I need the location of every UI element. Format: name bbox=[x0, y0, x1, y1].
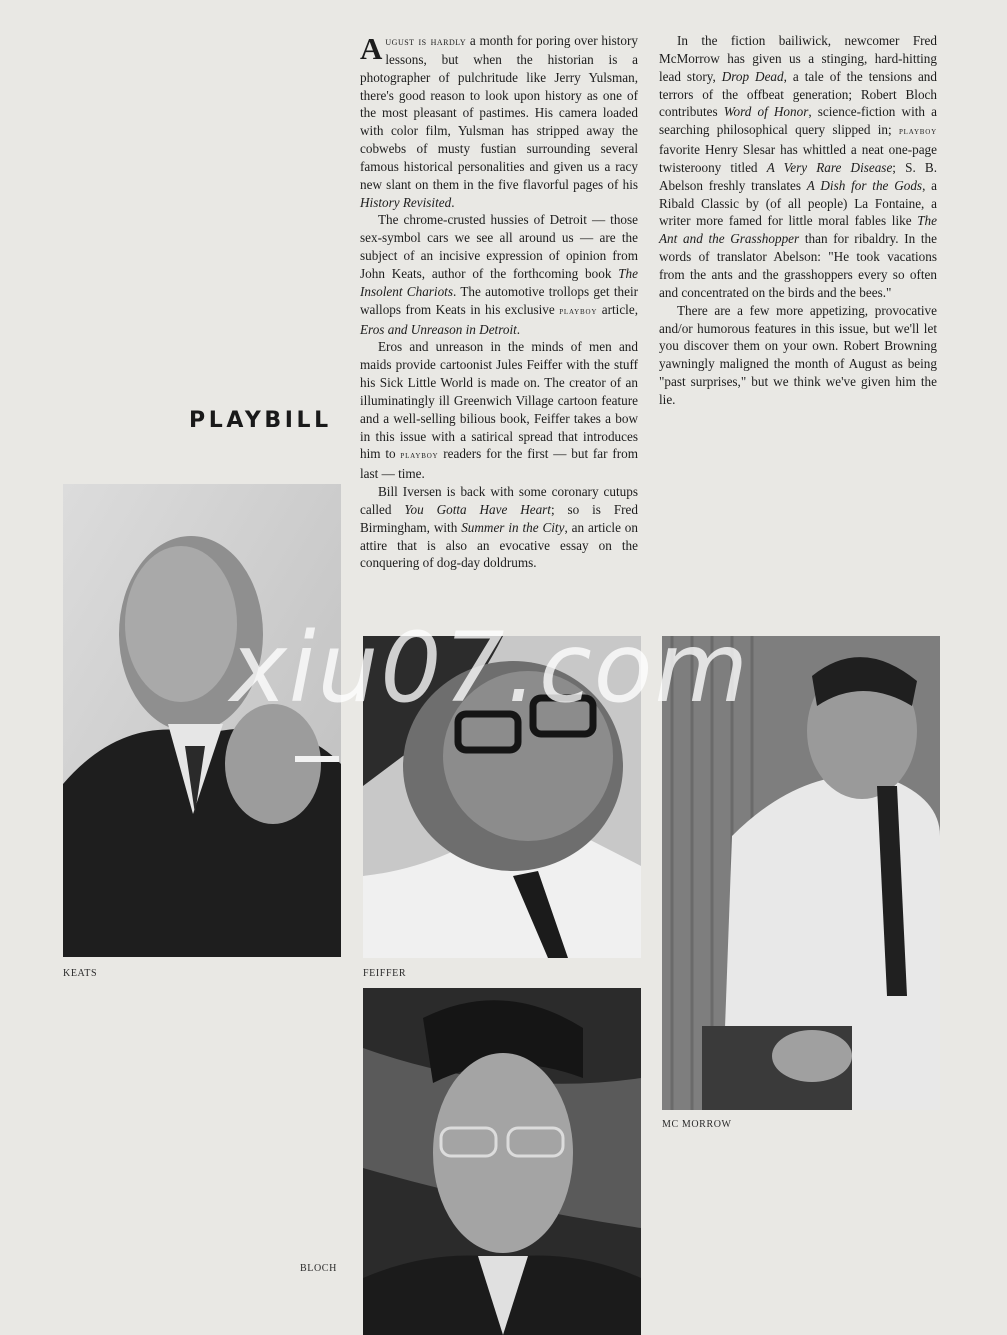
text: , an article on attire that is also an evocative essay on the conquering of dog-day doldrums. bbox=[360, 519, 638, 571]
feature-title: Summer in the City bbox=[461, 519, 565, 535]
feature-title: The Ant and the Grasshopper bbox=[659, 213, 937, 247]
text: . The automotive trollops get their wallops from Keats in his exclusive bbox=[360, 283, 638, 317]
text: article, bbox=[597, 301, 638, 317]
text: a month for poring over history lessons, but when the historian is a photographer of pulchritude like Jerry Yulsman, there's good reason to look upon history as one of the most pleasant of pastimes. His camera loaded with color film, Yulsman has stripped away the cobwebs of musty fustian surrounding several famous historical personalities and given us a racy new slant on them in the five flavorful pages of his bbox=[360, 33, 639, 192]
text: In the fiction bailiwick, newcomer Fred McMorrow has given us a stinging, hard-hitting lead story, bbox=[659, 33, 937, 84]
text: than for ribaldry. In the words of translator Abelson: "He took vacations from the ants and the grasshoppers every so often and concentrated on the birds and the bees." bbox=[659, 231, 937, 300]
page-title: PLAYBILL bbox=[189, 408, 332, 433]
text: ; so is Fred Birmingham, with bbox=[360, 501, 639, 535]
article-column-2 bbox=[659, 32, 937, 409]
paragraph-1 bbox=[360, 32, 638, 211]
caption-feiffer: FEIFFER bbox=[363, 968, 407, 979]
portrait-keats-image bbox=[63, 484, 341, 957]
feature-title: Eros and Unreason in Detroit bbox=[360, 321, 517, 337]
lead-in-caps: ugust is hardly bbox=[385, 34, 467, 48]
paragraph-4 bbox=[360, 483, 638, 572]
brand-name: playboy bbox=[559, 305, 598, 317]
brand-name: playboy bbox=[898, 126, 937, 138]
caption-bloch: BLOCH bbox=[300, 1263, 337, 1274]
paragraph-2 bbox=[360, 211, 638, 338]
text: readers for the first — but far from last — time. bbox=[360, 446, 638, 482]
article-column-1 bbox=[360, 32, 638, 572]
photo-bloch bbox=[363, 988, 641, 1335]
text: Eros and unreason in the minds of men and maids provide cartoonist Jules Feiffer with the stuff his Sick Little World is made on. The creator of an illuminatingly ill Greenwich Village cartoon feature and a well-selling bilious book, Feiffer takes a bow in this issue with a satirical spread that introduces him to bbox=[360, 339, 638, 462]
book-title: The Insolent Chariots bbox=[360, 265, 638, 299]
paragraph-6 bbox=[659, 302, 937, 409]
paragraph-5 bbox=[659, 32, 937, 302]
feature-title: Drop Dead bbox=[721, 68, 784, 84]
text: favorite Henry Slesar has whittled a neat one-page twisteroony titled bbox=[659, 142, 937, 175]
feature-title: A Dish for the Gods bbox=[806, 177, 923, 193]
text: The chrome-crusted hussies of Detroit — those sex-symbol cars we see all around us — are the subject of an incisive expression of opinion from John Keats, author of the forthcoming book bbox=[360, 212, 638, 281]
text: There are a few more appetizing, provocative and/or humorous features in this issue, but we'll let you discover them on your own. Robert Browning yawningly maligned the month of August as being "past surprises," but we think we've given him the lie. bbox=[659, 302, 937, 407]
photo-keats bbox=[63, 484, 341, 957]
text: ; S. B. Abelson freshly translates bbox=[659, 159, 937, 193]
feature-title: You Gotta Have Heart bbox=[404, 501, 551, 517]
portrait-bloch-image bbox=[363, 988, 641, 1335]
watermark: xiu07.com bbox=[230, 612, 751, 724]
portrait-feiffer-image bbox=[363, 636, 641, 958]
paragraph-3 bbox=[360, 338, 638, 483]
text: . bbox=[451, 194, 455, 210]
feature-title: History Revisited bbox=[360, 194, 452, 210]
feature-title: A Very Rare Disease bbox=[766, 159, 893, 175]
caption-mcmorrow: MC MORROW bbox=[662, 1119, 732, 1130]
text: Bill Iversen is back with some coronary cutups called bbox=[360, 484, 638, 517]
text: , a Ribald Classic by (of all people) La Fontaine, a writer more famed for little moral fables like bbox=[659, 177, 938, 229]
text: , science-fiction with a searching philosophical query slipped in; bbox=[659, 104, 937, 138]
drop-cap: A bbox=[360, 31, 383, 66]
feature-title: Word of Honor bbox=[723, 104, 809, 120]
photo-feiffer bbox=[363, 636, 641, 958]
photo-mcmorrow bbox=[662, 636, 940, 1110]
text: , a tale of the tensions and terrors of the offbeat generation; Robert Bloch contributes bbox=[659, 68, 937, 120]
brand-name: playboy bbox=[400, 450, 439, 462]
portrait-mcmorrow-image bbox=[662, 636, 940, 1110]
text: . bbox=[516, 321, 521, 337]
caption-keats: KEATS bbox=[63, 968, 98, 979]
